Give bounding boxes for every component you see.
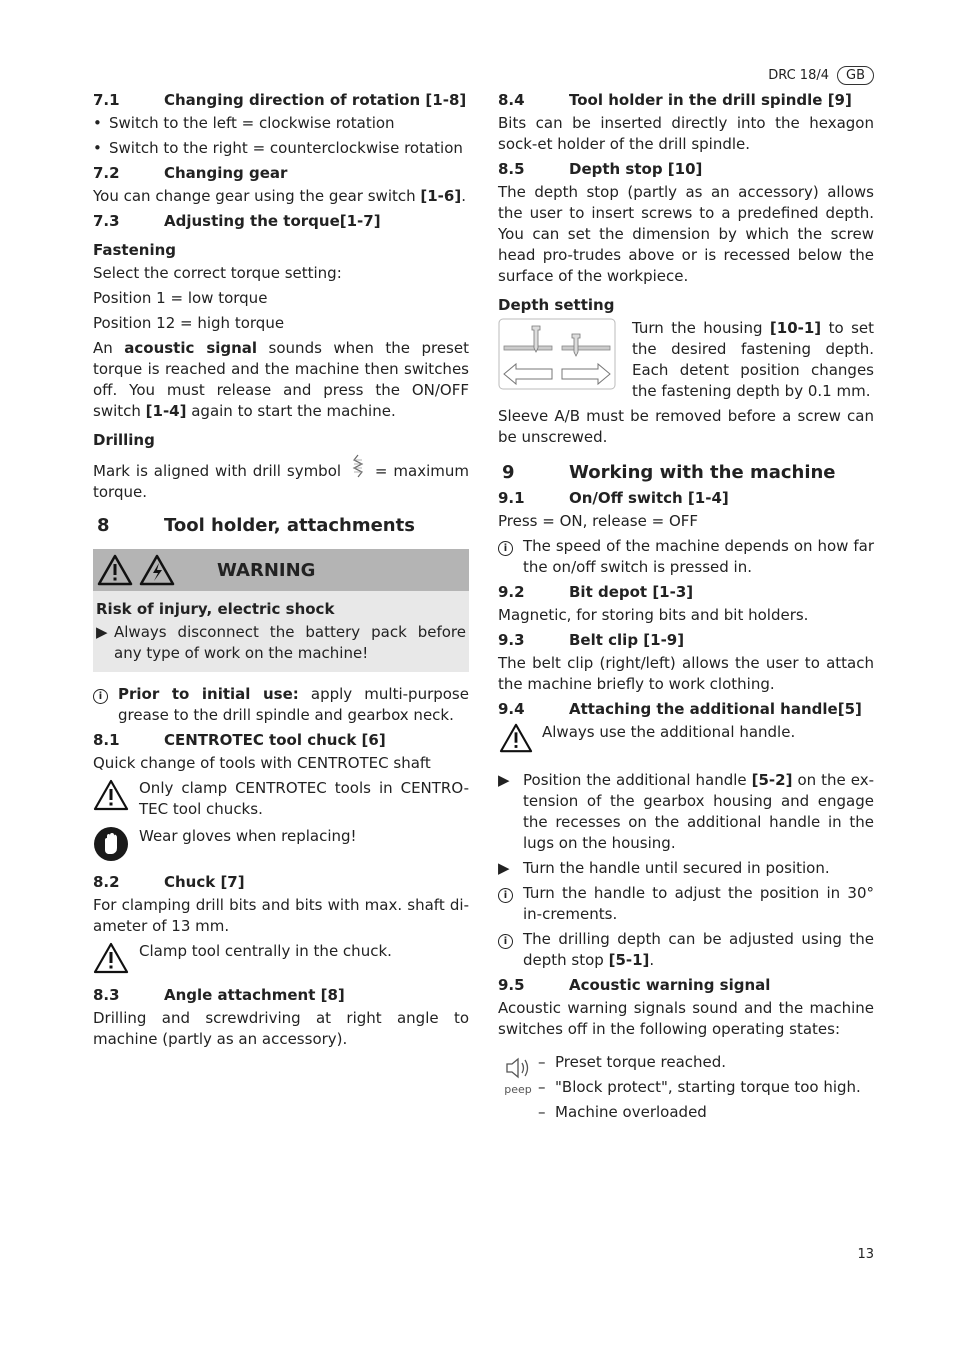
section-heading: 8.3 Angle attachment [8]: [93, 986, 345, 1004]
section-heading: 8.4 Tool holder in the drill spindle [9]: [498, 91, 852, 109]
section-heading: 9.5 Acoustic warning signal: [498, 976, 771, 994]
warning-title: WARNING: [217, 559, 316, 581]
model-label: DRC 18/4: [768, 68, 829, 83]
warning-header: [93, 549, 469, 591]
paragraph: For clamping drill bits and bits with max. shaft di-ameter of 13 mm.: [93, 896, 469, 935]
info-icon: i: [93, 689, 108, 704]
paragraph: Drilling and screwdriving at right angle to machine (partly as an accessory).: [93, 1009, 469, 1048]
paragraph: Sleeve A/B must be removed before a screw can be unscrewed.: [498, 407, 874, 446]
paragraph: Acoustic warning signals sound and the machine switches off in the following operating states:: [498, 999, 874, 1038]
paragraph: Bits can be inserted directly into the hexagon sock-et holder of the drill spindle.: [498, 114, 874, 153]
section-heading: 8.5 Depth stop [10]: [498, 160, 703, 178]
page-number: 13: [857, 1247, 874, 1262]
peep-label: peep: [504, 1083, 532, 1096]
section-heading: 8.2 Chuck [7]: [93, 873, 245, 891]
section-heading: 7.3 Adjusting the torque[1-7]: [93, 212, 381, 230]
subheading: Fastening: [93, 241, 176, 259]
peep-signal: [498, 1050, 538, 1125]
page-header: [768, 66, 874, 85]
subheading: Depth setting: [498, 296, 615, 314]
warning-risk: Risk of injury, electric shock: [96, 600, 335, 618]
paragraph: Select the correct torque setting:: [93, 264, 342, 282]
paragraph: Turn the housing [10-1] to set the desired fastening depth. Each detent position changes the fastening depth by 0.1 mm.: [632, 319, 874, 400]
section-heading: 9.3 Belt clip [1-9]: [498, 631, 685, 649]
caution-note: Only clamp CENTROTEC tools in CENTRO-TEC tool chucks.: [93, 778, 469, 820]
section-heading: 9.2 Bit depot [1-3]: [498, 583, 694, 601]
gloves-icon: [93, 826, 129, 862]
bullet-item: • Switch to the left = clockwise rotation: [93, 114, 395, 132]
step-item: ▶ Position the additional handle [5-2] on the ex-tension of the gearbox housing and engage the recesses on the additional handle in the lugs on the housing.: [498, 771, 875, 852]
speaker-icon: [504, 1056, 532, 1080]
info-note: i The speed of the machine depends on how far the on/off switch is pressed in.: [498, 536, 874, 578]
info-note: i The drilling depth can be adjusted using the depth stop [5-1].: [498, 929, 874, 971]
caution-note: Clamp tool centrally in the chuck.: [93, 941, 469, 975]
electric-shock-icon: [139, 553, 175, 587]
warning-box: [93, 549, 469, 672]
info-icon: i: [498, 934, 513, 949]
warning-triangle-icon: [97, 553, 133, 587]
paragraph: Mark is aligned with drill symbol = maximum torque.: [93, 453, 469, 503]
warning-triangle-icon: [93, 778, 129, 812]
info-note: i Turn the handle to adjust the position in 30° in-crements.: [498, 883, 874, 925]
section-heading: 9.4 Attaching the additional handle[5]: [498, 700, 862, 718]
paragraph: The depth stop (partly as an accessory) allows the user to insert screws to a predefined depth. You can set the dimension by which the screw head pro-trudes above or is recessed below the surface of the workpiece.: [498, 183, 874, 285]
chapter-heading: 8 Tool holder, attachments: [97, 515, 415, 536]
warning-item: ▶ Always disconnect the battery pack before any type of work on the machine!: [96, 623, 466, 662]
list-item: – Machine overloaded: [538, 1103, 707, 1121]
step-item: ▶ Turn the handle until secured in position.: [498, 859, 830, 877]
warning-triangle-icon: [498, 722, 534, 754]
paragraph: Press = ON, release = OFF: [498, 512, 699, 530]
caution-note: Always use the additional handle.: [498, 722, 874, 754]
paragraph: The belt clip (right/left) allows the user to attach the machine briefly to work clothing.: [498, 654, 874, 693]
drill-bit-icon: [347, 453, 369, 479]
paragraph: Quick change of tools with CENTROTEC shaft: [93, 754, 431, 772]
list-item: – "Block protect", starting torque too high.: [538, 1078, 861, 1096]
right-column: [498, 90, 874, 1125]
info-note: i Prior to initial use: apply multi-purpose grease to the drill spindle and gearbox neck.: [93, 684, 469, 726]
warning-triangle-icon: [93, 941, 129, 975]
section-heading: 8.1 CENTROTEC tool chuck [6]: [93, 731, 386, 749]
country-badge: GB: [837, 66, 874, 85]
left-column: [93, 90, 469, 1054]
paragraph: You can change gear using the gear switch [1-6].: [93, 187, 466, 205]
paragraph: Magnetic, for storing bits and bit holders.: [498, 606, 809, 624]
paragraph: Position 1 = low torque: [93, 289, 268, 307]
subheading: Drilling: [93, 431, 155, 449]
paragraph: An acoustic signal sounds when the preset torque is reached and the machine then switches off. You must release and press the ON/OFF switch [1-4] again to start the machine.: [93, 339, 469, 420]
section-heading: 7.2 Changing gear: [93, 164, 288, 182]
gloves-note: Wear gloves when replacing!: [93, 826, 469, 862]
depth-setting-illustration: [498, 318, 616, 390]
section-heading: 9.1 On/Off switch [1-4]: [498, 489, 729, 507]
list-item: – Preset torque reached.: [538, 1053, 727, 1071]
info-icon: i: [498, 541, 513, 556]
paragraph: Position 12 = high torque: [93, 314, 285, 332]
section-heading: 7.1 Changing direction of rotation [1-8]: [93, 91, 467, 109]
bullet-item: • Switch to the right = counterclockwise rotation: [93, 139, 463, 157]
info-icon: i: [498, 888, 513, 903]
chapter-heading: 9 Working with the machine: [502, 462, 836, 483]
